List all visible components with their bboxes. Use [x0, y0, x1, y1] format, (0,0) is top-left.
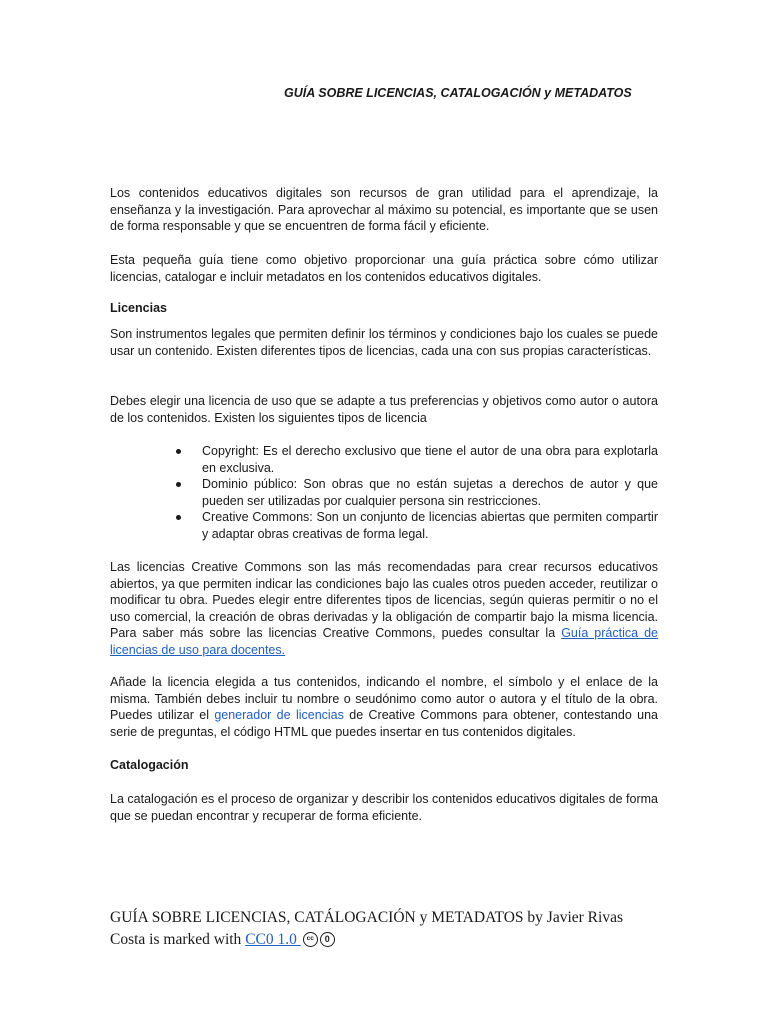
bullet-icon — [176, 515, 181, 520]
cc-icon: cc — [303, 932, 318, 947]
footer-text: GUÍA SOBRE LICENCIAS, CATÁLOGACIÓN y METADATOS by Javier Rivas Costa is marked with — [110, 909, 623, 948]
bullet-icon — [176, 482, 181, 487]
paragraph-text: de Creative Commons para obtener, contestando una serie de preguntas, el código HTML que puedes insertar en tus contenidos digitales. — [110, 708, 658, 739]
licencias-paragraph-1: Son instrumentos legales que permiten definir los términos y condiciones bajo los cuales se puede usar un contenido. Existen diferentes tipos de licencias, cada una con sus propias características. — [110, 327, 658, 358]
paragraph-text: Añade la licencia elegida a tus contenidos, indicando el nombre, el símbolo y el enlace de la misma. También debes incluir tu nombre o seudónimo como autor o autora y el título de la obra. Puedes utilizar el — [110, 675, 658, 722]
list-item — [176, 443, 658, 476]
list-item-text: Copyright: Es el derecho exclusivo que tiene el autor de una obra para explotarla en exclusiva. — [202, 444, 658, 475]
catalogacion-paragraph-1: La catalogación es el proceso de organizar y describir los contenidos educativos digitales de forma que se puedan encontrar y recuperar de forma eficiente. — [110, 792, 658, 823]
license-footer — [110, 907, 650, 951]
list-item — [176, 476, 658, 509]
cc-zero-icon: 0 — [320, 932, 335, 947]
bullet-icon — [176, 449, 181, 454]
list-item-text: Dominio público: Son obras que no están sujetas a derechos de autor y que pueden ser utilizadas por cualquier persona sin restricciones. — [202, 477, 658, 508]
licencias-paragraph-2: Debes elegir una licencia de uso que se adapte a tus preferencias y objetivos como autor o autora de los contenidos. Existen los siguientes tipos de licencia — [110, 394, 658, 425]
guia-practica-link[interactable]: Guía práctica de licencias de uso para docentes. — [110, 626, 659, 657]
intro-paragraph-1: Los contenidos educativos digitales son recursos de gran utilidad para el aprendizaje, la enseñanza y la investigación. Para aprovechar al máximo su potencial, es importante que se usen de forma responsable y que se encuentren de forma fácil y eficiente. — [110, 186, 658, 233]
paragraph-text: Las licencias Creative Commons son las más recomendadas para crear recursos educativos abiertos, ya que permiten indicar las condiciones bajo las cuales otros pueden acceder, reutilizar o modificar tu obra. Puedes elegir entre diferentes tipos de licencias, según quieras permitir o no el uso comercial, la creación de obras derivadas y la obligación de compartir bajo la misma licencia. Para saber más sobre las licencias Creative Commons, puedes consultar la — [110, 560, 658, 640]
generador-licencias-link[interactable]: generador de licencias — [214, 708, 344, 722]
license-types-list — [176, 443, 658, 542]
section-heading-licencias: Licencias — [110, 301, 167, 315]
list-item — [176, 509, 658, 542]
intro-paragraph-2: Esta pequeña guía tiene como objetivo proporcionar una guía práctica sobre cómo utilizar licencias, catalogar e incluir metadatos en los contenidos educativos digitales. — [110, 253, 658, 284]
licencias-paragraph-3 — [110, 559, 658, 658]
document-title: GUÍA SOBRE LICENCIAS, CATALOGACIÓN y METADATOS — [284, 86, 632, 100]
cc0-link[interactable]: CC0 1.0 — [245, 931, 301, 948]
licencias-paragraph-4 — [110, 674, 658, 740]
section-heading-catalogacion: Catalogación — [110, 758, 189, 772]
list-item-text: Creative Commons: Son un conjunto de licencias abiertas que permiten compartir y adaptar obras creativas de forma legal. — [202, 510, 658, 541]
